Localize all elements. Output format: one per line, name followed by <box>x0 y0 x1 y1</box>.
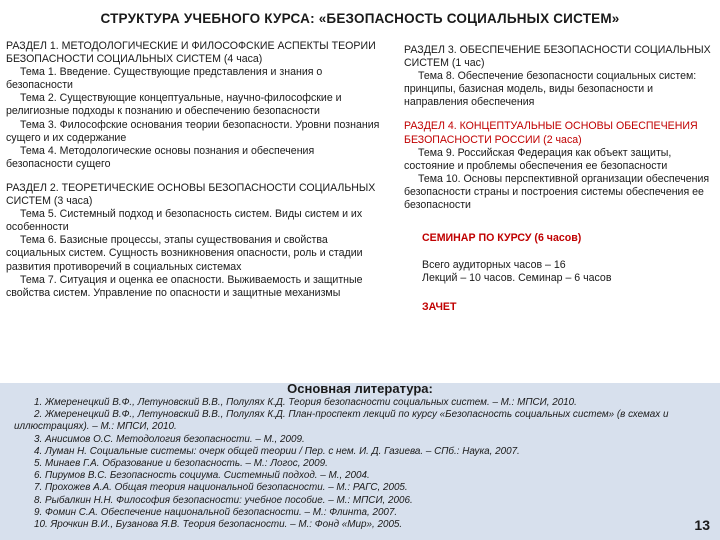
topic-7: Тема 7. Ситуация и оценка ее опасности. Выживаемость и защитные свойства систем. Управление по опасности и защитные механизмы <box>6 273 363 299</box>
literature-item: 7. Прохожев А.А. Общая теория национальной безопасности. – М.: РАГС, 2005. <box>34 482 408 494</box>
literature-item: 3. Анисимов О.С. Методология безопасности. – М., 2009. <box>34 433 305 445</box>
section-3-heading: РАЗДЕЛ 3. ОБЕСПЕЧЕНИЕ БЕЗОПАСНОСТИ СОЦИАЛЬНЫХ СИСТЕМ (1 час) <box>404 44 711 70</box>
topic-4: Тема 4. Методологические основы познания и обеспечения безопасности сущего <box>6 144 315 170</box>
left-column <box>6 40 384 300</box>
literature-heading: Основная литература: <box>287 381 433 396</box>
topic-9: Тема 9. Российская Федерация как объект защиты, состояние и проблемы обеспечения ее безопасности <box>404 146 672 172</box>
literature-item: 6. Пирумов В.С. Безопасность социума. Системный подход. – М., 2004. <box>34 470 370 482</box>
right-column <box>404 44 716 315</box>
literature-item: 8. Рыбалкин Н.Н. Философия безопасности: учебное пособие. – М.: МПСИ, 2006. <box>34 494 413 506</box>
section-4-heading: РАЗДЕЛ 4. КОНЦЕПТУАЛЬНЫЕ ОСНОВЫ ОБЕСПЕЧЕНИЯ БЕЗОПАСНОСТИ РОССИИ (2 часа) <box>404 120 698 146</box>
section-1-heading: РАЗДЕЛ 1. МЕТОДОЛОГИЧЕСКИЕ И ФИЛОСОФСКИЕ АСПЕКТЫ ТЕОРИИ БЕЗОПАСНОСТИ СОЦИАЛЬНЫХ СИСТЕМ (4 часа) <box>6 40 376 66</box>
topic-1: Тема 1. Введение. Существующие представления и знания о безопасности <box>6 66 323 92</box>
topic-8: Тема 8. Обеспечение безопасности социальных систем: принципы, базисная модель, виды безопасности и направления обеспечения <box>404 70 697 109</box>
topic-5: Тема 5. Системный подход и безопасность систем. Виды систем и их особенности <box>6 208 363 234</box>
seminar-label: СЕМИНАР ПО КУРСУ (6 часов) <box>422 232 582 245</box>
total-hours: Всего аудиторных часов – 16 <box>422 259 566 272</box>
literature-item: 10. Ярочкин В.И., Бузанова Я.В. Теория безопасности. – М.: Фонд «Мир», 2005. <box>34 519 403 531</box>
exam-label: ЗАЧЕТ <box>422 301 457 314</box>
literature-item: 5. Минаев Г.А. Образование и безопасность. – М.: Логос, 2009. <box>34 458 328 470</box>
topic-10: Тема 10. Основы перспективной организации обеспечения безопасности страны и построения системы обеспечения ее безопасности <box>404 172 710 212</box>
topic-3: Тема 3. Философские основания теории безопасности. Уровни познания сущего и их содержание <box>6 118 380 144</box>
topic-2: Тема 2. Существующие концептуальные, научно-философские и религиозные подходы к познанию и обеспечению безопасности <box>6 92 342 118</box>
slide-title: СТРУКТУРА УЧЕБНОГО КУРСА: «БЕЗОПАСНОСТЬ СОЦИАЛЬНЫХ СИСТЕМ» <box>100 11 620 26</box>
split-hours: Лекций – 10 часов. Семинар – 6 часов <box>422 272 612 285</box>
literature-item: 4. Луман Н. Социальные системы: очерк общей теории / Пер. с нем. И. Д. Газиева. – СПб.: Наука, 2007. <box>34 445 520 457</box>
literature-item: 9. Фомин С.А. Обеспечение национальной безопасности. – М.: Флинта, 2007. <box>34 506 398 518</box>
literature-list <box>14 397 704 531</box>
literature-item: 1. Жмеренецкий В.Ф., Летуновский В.В., Полулях К.Д. Теория безопасности социальных систем. – М.: МПСИ, 2010. <box>34 397 577 408</box>
page-number: 13 <box>694 517 710 533</box>
literature-item: 2. Жмеренецкий В.Ф., Летуновский В.В., Полулях К.Д. План-проспект лекций по курсу «Безопасность социальных систем» (в схемах и иллюстрациях). – М.: МПСИ, 2010. <box>14 409 669 433</box>
section-2-heading: РАЗДЕЛ 2. ТЕОРЕТИЧЕСКИЕ ОСНОВЫ БЕЗОПАСНОСТИ СОЦИАЛЬНЫХ СИСТЕМ (3 часа) <box>6 181 376 208</box>
topic-6: Тема 6. Базисные процессы, этапы существования и свойства социальных систем. Сущность возникновения опасности, роль и стадии развития противоречий в социальных системах <box>6 234 363 273</box>
